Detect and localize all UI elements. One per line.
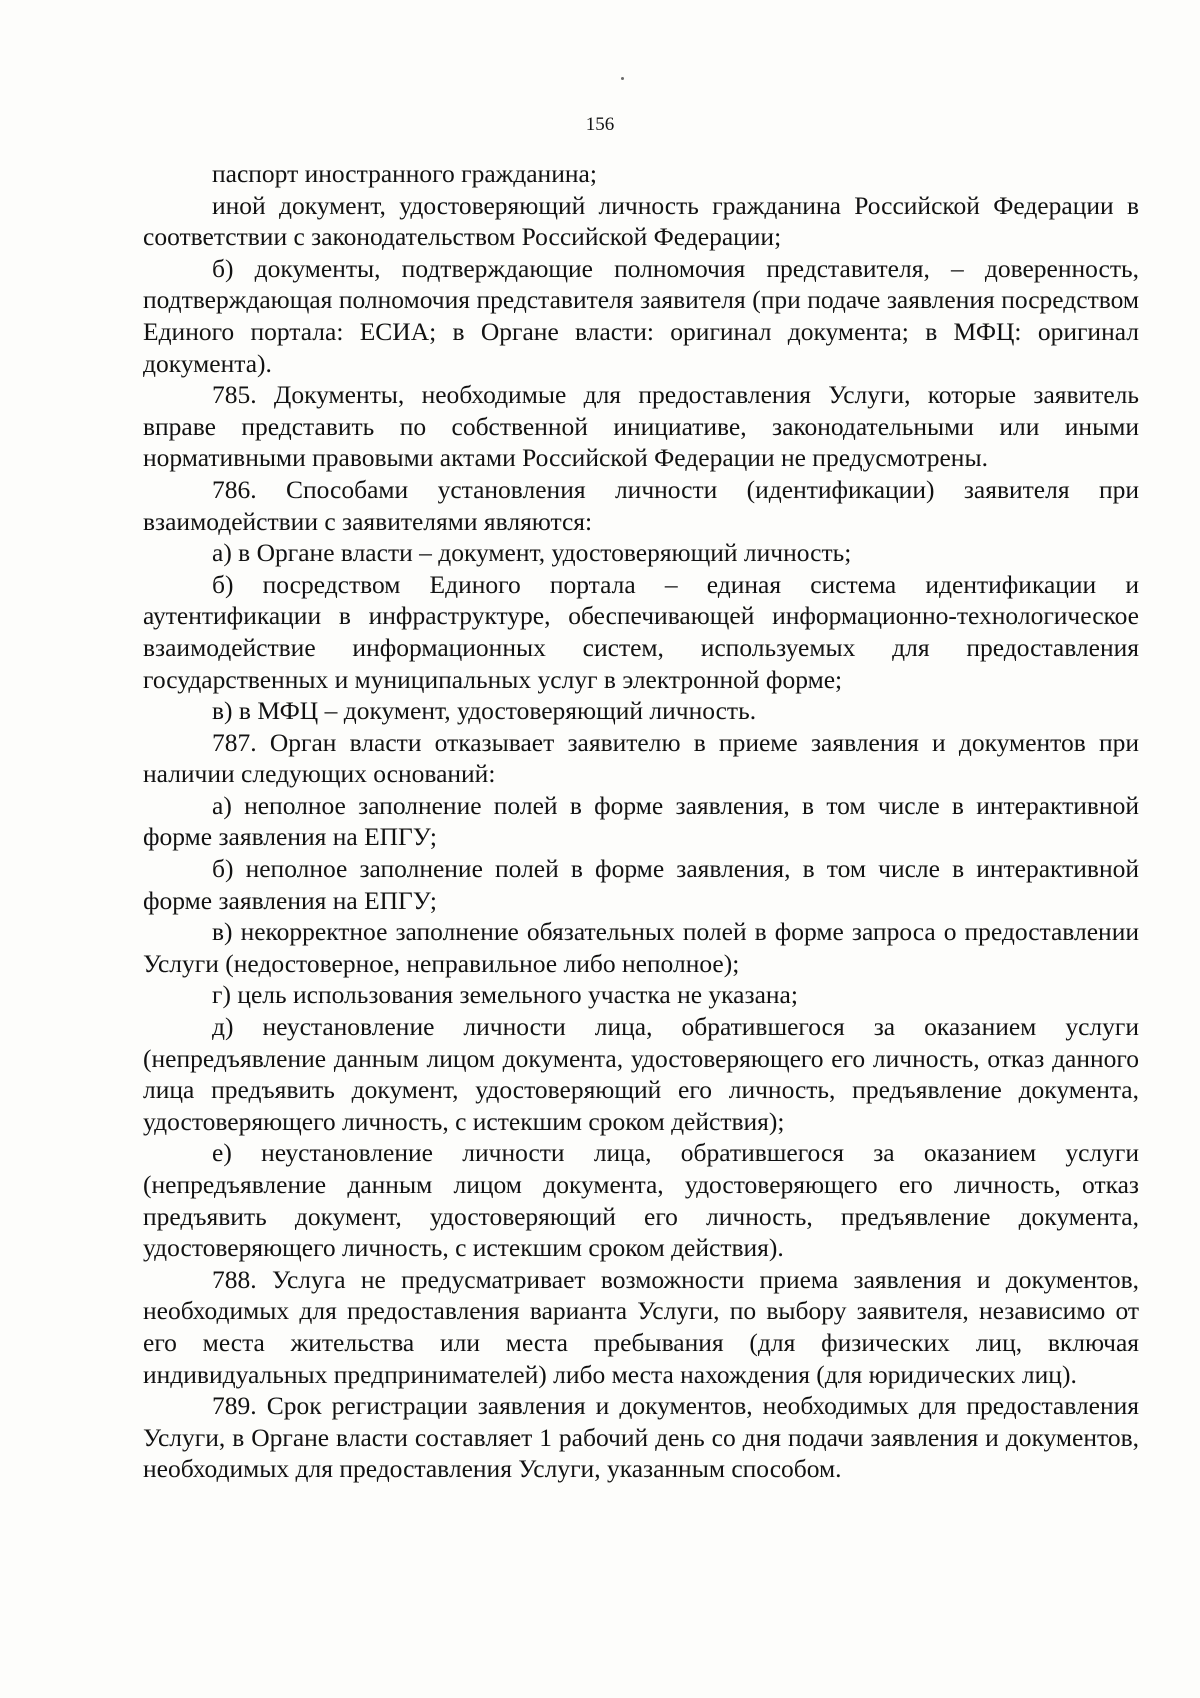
paragraph-787: 787. Орган власти отказывает заявителю в приеме заявления и документов при наличии следующих оснований:: [143, 727, 1139, 789]
paragraph-786-a: а) в Органе власти – документ, удостоверяющий личность;: [212, 538, 852, 568]
paragraph-785: 785. Документы, необходимые для предоставления Услуги, которые заявитель вправе представить по собственной инициативе, законодательными или иными нормативными правовыми актами Российской Федерации не предусмотрены.: [143, 380, 1139, 473]
paragraph-other-id-document: иной документ, удостоверяющий личность гражданина Российской Федерации в соответствии с законодательством Российской Федерации;: [143, 190, 1139, 252]
paragraph-787-a: а) неполное заполнение полей в форме заявления, в том числе в интерактивной форме заявления на ЕПГУ;: [143, 790, 1139, 852]
scan-speck: [621, 77, 624, 80]
paragraph-786: 786. Способами установления личности (идентификации) заявителя при взаимодействии с заявителями являются:: [143, 474, 1139, 536]
paragraph-786-v: в) в МФЦ – документ, удостоверяющий личность.: [212, 696, 757, 726]
paragraph-787-b: б) неполное заполнение полей в форме заявления, в том числе в интерактивной форме заявления на ЕПГУ;: [143, 854, 1139, 915]
paragraph-787-g: г) цель использования земельного участка не указана;: [212, 980, 798, 1010]
paragraph-786-b: б) посредством Единого портала – единая система идентификации и аутентификации в инфраструктуре, обеспечивающей информационно-технологическое взаимодействие информационных систем, используемых для предоставления государственных и муниципальных услуг в электронной форме;: [143, 569, 1139, 694]
paragraph-representative-docs: б) документы, подтверждающие полномочия представителя, – доверенность, подтверждающая полномочия представителя заявителя (при подаче заявления посредством Единого портала: ЕСИА; в Органе власти: оригинал документа; в МФЦ: оригинал документа).: [143, 253, 1139, 378]
paragraph-788: 788. Услуга не предусматривает возможности приема заявления и документов, необходимых для предоставления варианта Услуги, по выбору заявителя, независимо от его места жительства или места пребывания (для физических лиц, включая индивидуальных предпринимателей) либо места нахождения (для юридических лиц).: [143, 1264, 1139, 1389]
paragraph-passport: паспорт иностранного гражданина;: [212, 159, 597, 188]
page-number: 156: [585, 114, 615, 135]
paragraph-787-e: е) неустановление личности лица, обратившегося за оказанием услуги (непредъявление данным лицом документа, удостоверяющего его личность, отказ предъявить документ, удостоверяющий его личность, предъявление документа, удостоверяющего личность, с истекшим сроком действия).: [143, 1138, 1139, 1263]
document-text: [143, 158, 1139, 1485]
paragraph-789: 789. Срок регистрации заявления и документов, необходимых для предоставления Услуги, в Органе власти составляет 1 рабочий день со дня подачи заявления и документов, необходимых для предоставления Услуги, указанным способом.: [143, 1391, 1139, 1484]
paragraph-787-v: в) некорректное заполнение обязательных полей в форме запроса о предоставлении Услуги (недостоверное, неправильное либо неполное);: [143, 917, 1139, 978]
paragraph-787-d: д) неустановление личности лица, обратившегося за оказанием услуги (непредъявление данным лицом документа, удостоверяющего его личность, отказ данного лица предъявить документ, удостоверяющий его личность, предъявление документа, удостоверяющего личность, с истекшим сроком действия);: [143, 1012, 1139, 1136]
